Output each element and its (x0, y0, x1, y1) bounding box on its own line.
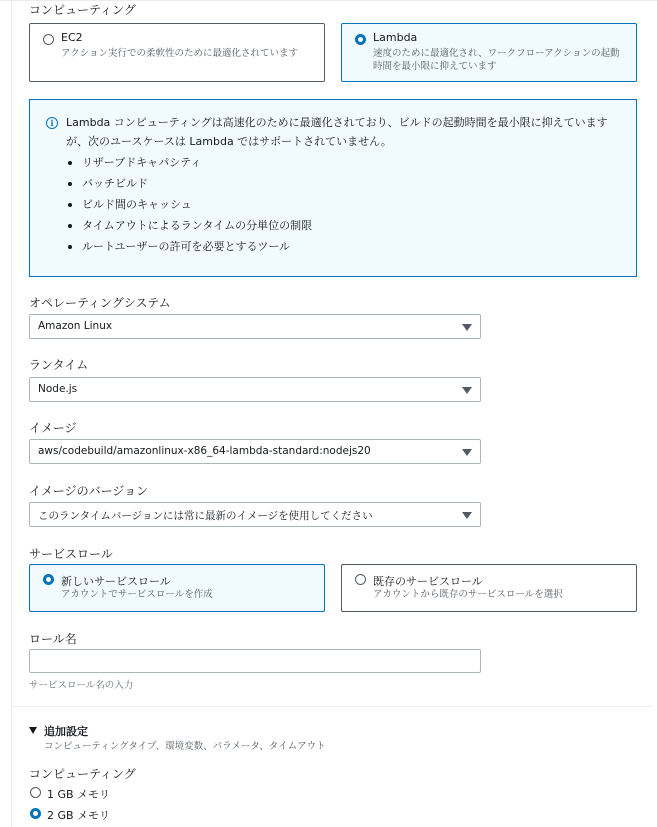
additional-settings-description: コンピューティングタイプ、環境変数、パラメータ、タイムアウト (44, 741, 326, 752)
info-icon: i (46, 117, 58, 129)
caret-down-icon (462, 449, 472, 456)
section-divider (12, 706, 653, 707)
list-item: リザーブドキャパシティ (66, 152, 312, 173)
role-name-label: ロール名 (29, 632, 77, 646)
os-label: オペレーティングシステム (29, 296, 171, 310)
triangle-down-icon[interactable] (29, 727, 37, 734)
image-version-select[interactable] (29, 502, 481, 527)
additional-settings-title[interactable]: 追加設定 (44, 725, 88, 738)
ec2-radio[interactable] (43, 34, 54, 45)
image-label: イメージ (29, 421, 77, 435)
existing-role-title: 既存のサービスロール (373, 575, 483, 588)
ec2-title: EC2 (61, 31, 83, 44)
left-divider (11, 0, 12, 827)
lambda-radio[interactable] (355, 34, 366, 45)
memory-1gb-label: 1 GB メモリ (47, 788, 111, 801)
runtime-value: Node.js (38, 383, 78, 395)
list-item: バッチビルド (66, 173, 312, 194)
memory-2gb-label: 2 GB メモリ (47, 809, 111, 822)
runtime-select[interactable] (29, 377, 481, 402)
lambda-title: Lambda (373, 31, 418, 44)
lambda-info-alert (29, 99, 637, 277)
compute-label: コンピューティング (29, 3, 136, 17)
role-name-hint: サービスロール名の入力 (29, 680, 134, 691)
caret-down-icon (462, 387, 472, 394)
image-version-label: イメージのバージョン (29, 484, 149, 498)
compute-option-lambda[interactable] (341, 23, 637, 82)
service-role-label: サービスロール (29, 547, 113, 561)
os-select[interactable] (29, 314, 481, 339)
lambda-description-line2: 時間を最小限に抑えています (373, 61, 497, 72)
list-item: ルートユーザーの許可を必要とするツール (66, 236, 312, 257)
list-item: タイムアウトによるランタイムの分単位の制限 (66, 215, 312, 236)
new-role-title: 新しいサービスロール (61, 575, 171, 588)
memory-2gb-radio[interactable] (30, 808, 41, 819)
memory-compute-label: コンピューティング (29, 767, 136, 781)
existing-role-radio[interactable] (355, 574, 366, 585)
service-role-option-new[interactable] (29, 564, 325, 612)
unsupported-list (66, 152, 312, 257)
service-role-option-existing[interactable] (341, 564, 637, 612)
role-name-input[interactable] (29, 649, 481, 673)
os-value: Amazon Linux (38, 320, 113, 332)
new-role-radio[interactable] (43, 574, 54, 585)
new-role-description: アカウントでサービスロールを作成 (61, 589, 213, 600)
image-select[interactable] (29, 439, 481, 464)
image-version-value: このランタイムバージョンには常に最新のイメージを使用してください (38, 510, 373, 522)
compute-option-ec2[interactable] (29, 23, 325, 82)
info-text: Lambda コンピューティングは高速化のために最適化されており、ビルドの起動時間を最小限に抑えています が、次のユースケースは Lambda ではサポートされていません。 (66, 116, 608, 148)
caret-down-icon (462, 512, 472, 519)
lambda-description (373, 47, 620, 73)
existing-role-description: アカウントから既存のサービスロールを選択 (373, 589, 563, 600)
lambda-description-line1: 速度のために最適化され、ワークフローアクションの起動 (373, 48, 620, 59)
image-value: aws/codebuild/amazonlinux-x86_64-lambda-standard:nodejs20 (38, 445, 371, 457)
memory-1gb-radio[interactable] (30, 787, 41, 798)
runtime-label: ランタイム (29, 358, 89, 372)
ec2-description: アクション実行での柔軟性のために最適化されています (61, 48, 299, 59)
caret-down-icon (462, 324, 472, 331)
list-item: ビルド間のキャッシュ (66, 194, 312, 215)
